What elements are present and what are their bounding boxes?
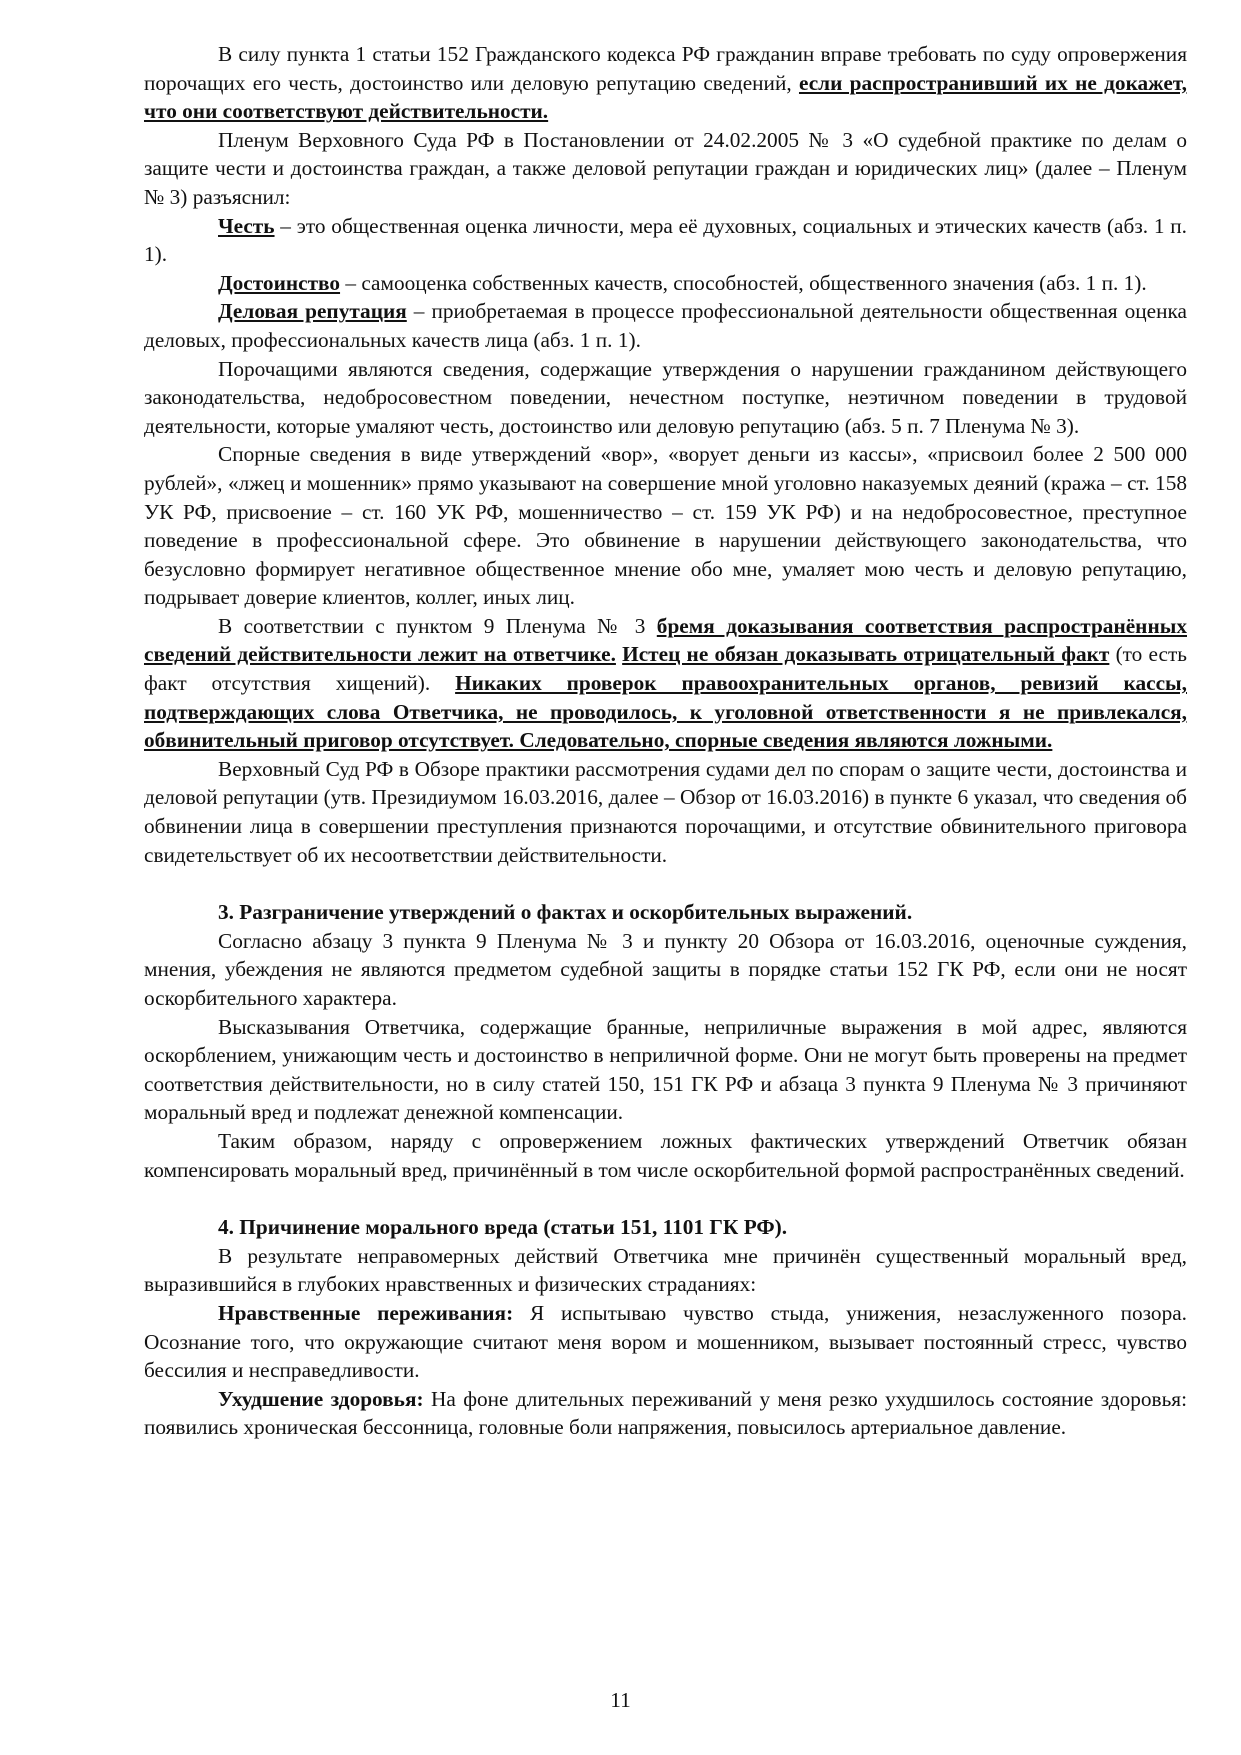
paragraph-moral-suffering xyxy=(144,1299,1187,1385)
definition-text: – это общественная оценка личности, мера её духовных, социальных и этических качеств (абз. 1 п. 1). xyxy=(144,213,1187,267)
definition-dignity xyxy=(144,269,1187,298)
emphasis-text: Никаких проверок правоохранительных органов, ревизий кассы, подтверждающих слова Ответчика, не проводилось, к уголовной ответственности я не привлекался, обвинительный приговор отсутствует. Следовательно, спорные сведения являются ложными. xyxy=(144,671,1187,753)
emphasis-text: Истец не обязан доказывать отрицательный факт xyxy=(622,642,1110,667)
emphasis-text: если распространивший их не докажет, что они соответствуют действительности. xyxy=(144,70,1187,124)
emphasis-text: бремя доказывания соответствия распространённых сведений действительности лежит на ответчике. xyxy=(144,613,1187,667)
paragraph-moral-harm: В результате неправомерных действий Ответчика мне причинён существенный моральный вред, выразившийся в глубоких нравственных и физических страданиях: xyxy=(144,1243,1187,1297)
paragraph-text: Я испытываю чувство стыда, унижения, незаслуженного позора. Осознание того, что окружающие считают меня вором и мошенником, вызывает постоянный стресс, чувство бессилия и несправедливости. xyxy=(144,1300,1187,1383)
paragraph-insults: Высказывания Ответчика, содержащие бранные, неприличные выражения в мой адрес, являются оскорблением, унижающим честь и достоинство в неприличной форме. Они не могут быть проверены на предмет соответствия действительности, но в силу статей 150, 151 ГК РФ и абзаца 3 пункта 9 Пленума № 3 причиняют моральный вред и подлежат денежной компенсации. xyxy=(144,1014,1187,1125)
paragraph-plenum-intro: Пленум Верховного Суда РФ в Постановлении от 24.02.2005 № 3 «О судебной практике по делам о защите чести и достоинства граждан, а также деловой репутации граждан и юридических лиц» (далее – Пленум № 3) разъяснил: xyxy=(144,127,1187,209)
definition-business-reputation xyxy=(144,297,1187,354)
paragraph-value-judgements: Согласно абзацу 3 пункта 9 Пленума № 3 и пункту 20 Обзора от 16.03.2016, оценочные суждения, мнения, убеждения не являются предметом судебной защиты в порядке статьи 152 ГК РФ, если они не носят оскорбительного характера. xyxy=(144,928,1187,1010)
paragraph-term: Нравственные переживания: xyxy=(218,1300,514,1325)
paragraph-article-152 xyxy=(144,40,1187,126)
paragraph-conclusion: Таким образом, наряду с опровержением ложных фактических утверждений Ответчик обязан компенсировать моральный вред, причинённый в том числе оскорбительной формой распространённых сведений. xyxy=(144,1128,1187,1182)
paragraph-disputed-statements: Спорные сведения в виде утверждений «вор», «ворует деньги из кассы», «присвоил более 2 500 000 рублей», «лжец и мошенник» прямо указывают на совершение мной уголовно наказуемых деяний (кража – ст. 158 УК РФ, присвоение – ст. 160 УК РФ, мошенничество – ст. 159 УК РФ) и на недобросовестное, преступное поведение в профессиональной сфере. Это обвинение в нарушении действующего законодательства, что безусловно формирует негативное общественное мнение обо мне, умаляет мою честь и деловую репутацию, подрывает доверие клиентов, коллег, иных лиц. xyxy=(144,442,1187,610)
definition-text: – приобретаемая в процессе профессиональной деятельности общественная оценка деловых, профессиональных качеств лица (абз. 1 п. 1). xyxy=(144,299,1187,352)
paragraph-term: Ухудшение здоровья: xyxy=(218,1386,424,1411)
page-number: 11 xyxy=(610,1688,631,1712)
section-gap xyxy=(144,1184,1187,1213)
section-heading-3: 3. Разграничение утверждений о фактах и оскорбительных выражений. xyxy=(218,900,913,925)
definition-term: Честь xyxy=(218,213,275,238)
definition-honor xyxy=(144,212,1187,269)
definition-term: Достоинство xyxy=(218,270,341,295)
section-gap xyxy=(144,869,1187,898)
section-heading-4: 4. Причинение морального вреда (статьи 151, 1101 ГК РФ). xyxy=(218,1215,788,1240)
paragraph-text: (то есть факт отсутствия хищений). xyxy=(144,642,1187,696)
document-page xyxy=(144,40,1187,1442)
paragraph-supreme-court-review: Верховный Суд РФ в Обзоре практики рассмотрения судами дел по спорам о защите чести, достоинства и деловой репутации (утв. Президиумом 16.03.2016, далее – Обзор от 16.03.2016) в пункте 6 указал, что сведения об обвинении лица в совершении преступления признаются порочащими, и отсутствие обвинительного приговора свидетельствует об их несоответствии действительности. xyxy=(144,756,1187,867)
paragraph-defamatory-info: Порочащими являются сведения, содержащие утверждения о нарушении гражданином действующего законодательства, недобросовестном поведении, нечестном поступке, неэтичном поведении в трудовой деятельности, которые умаляют честь, достоинство или деловую репутацию (абз. 5 п. 7 Пленума № 3). xyxy=(144,356,1187,438)
paragraph-text: На фоне длительных переживаний у меня резко ухудшилось состояние здоровья: появились хроническая бессонница, головные боли напряжения, повысилось артериальное давление. xyxy=(144,1386,1187,1440)
paragraph-text: В соответствии с пунктом 9 Пленума № 3 xyxy=(218,613,657,638)
paragraph-text: В силу пункта 1 статьи 152 Гражданского кодекса РФ гражданин вправе требовать по суду опровержения порочащих его честь, достоинство или деловую репутацию сведений, xyxy=(144,42,1187,95)
definition-text: – самооценка собственных качеств, способностей, общественного значения (абз. 1 п. 1). xyxy=(340,270,1147,295)
paragraph-burden-of-proof xyxy=(144,612,1187,755)
definition-term: Деловая репутация xyxy=(218,299,407,324)
paragraph-health-deterioration xyxy=(144,1385,1187,1442)
